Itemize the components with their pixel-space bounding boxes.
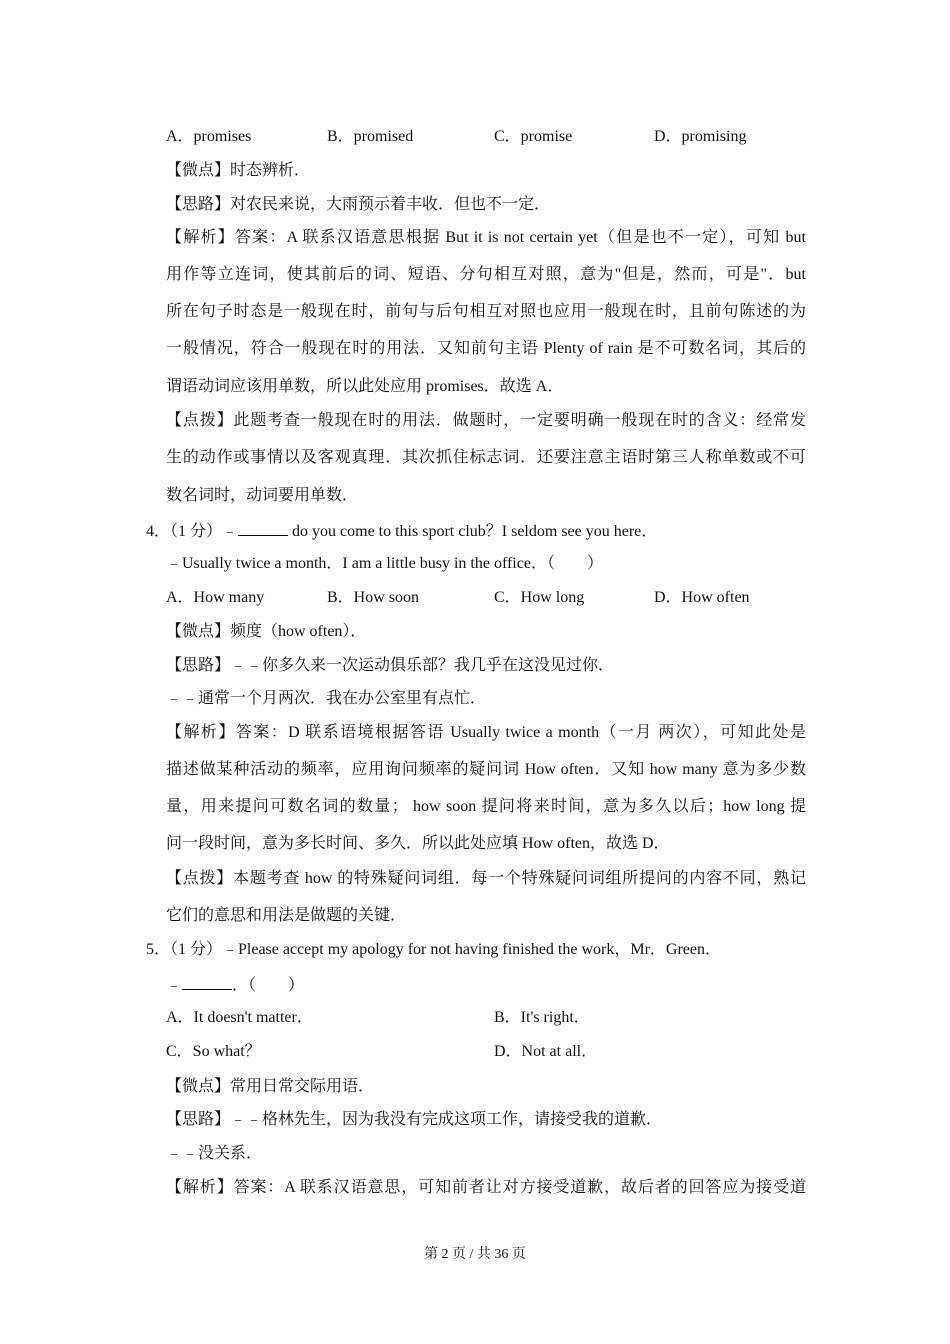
q3-dianbo-line: 【点拨】此题考查一般现在时的用法．做题时，一定要明确一般现在时的含义：经常发 xyxy=(166,412,806,429)
q5-reply xyxy=(166,974,304,996)
q4-dianbo-line: 【点拨】本题考查 how 的特殊疑问词组．每一个特殊疑问词组所提问的内容不同，熟记 xyxy=(166,870,806,887)
q4-jiexi-line: 量，用来提问可数名词的数量； how soon 提问将来时间，意为多久以后；how long 提 xyxy=(166,798,806,815)
q5-reply-suffix: ．（ ） xyxy=(232,977,305,994)
q3-option-d: D．promising xyxy=(654,128,747,145)
q3-option-a: A．promises xyxy=(166,128,252,145)
q4-stem xyxy=(146,520,657,542)
q4-option-a: A．How many xyxy=(166,589,265,606)
q3-dianbo-line: 生的动作或事情以及客观真理．其次抓住标志词．还要注意主语时第三人称单数或不可 xyxy=(166,449,806,466)
q5-option-d: D．Not at all． xyxy=(494,1043,598,1060)
q5-silu-line: 【思路】﹣﹣格林先生，因为我没有完成这项工作，请接受我的道歉． xyxy=(166,1111,663,1128)
q5-jiexi-line: 【解析】答案：A 联系汉语意思，可知前者让对方接受道歉，故后者的回答应为接受道 xyxy=(166,1179,806,1196)
q3-weidian: 【微点】时态辨析． xyxy=(166,162,311,179)
q4-reply: ﹣Usually twice a month．I am a little busy in the office．（ ） xyxy=(166,555,603,572)
q3-silu: 【思路】对农民来说，大雨预示着丰收．但也不一定． xyxy=(166,196,551,213)
q4-option-c: C．How long xyxy=(494,589,585,606)
q4-jiexi-line: 【解析】答案：D 联系语境根据答语 Usually twice a month（一月 两次），可知此处是 xyxy=(166,724,806,741)
q3-jiexi-line: 【解析】答案：A 联系汉语意思根据 But it is not certain yet（但是也不一定），可知 but xyxy=(166,229,806,246)
q4-option-b: B．How soon xyxy=(327,589,420,606)
q3-jiexi-line: 用作等立连词，使其前后的词、短语、分句相互对照，意为"但是，然而，可是"．but xyxy=(166,266,806,283)
q3-dianbo-line: 数名词时，动词要用单数． xyxy=(166,487,359,504)
q4-jiexi-line: 描述做某种活动的频率，应用询问频率的疑问词 How often．又知 how many 意为多少数 xyxy=(166,761,806,778)
q4-answer-blank xyxy=(238,520,288,536)
page-footer: 第 2 页 / 共 36 页 xyxy=(424,1247,526,1262)
q4-weidian: 【微点】频度（how often）． xyxy=(166,623,367,640)
q4-dianbo-line: 它们的意思和用法是做题的关键． xyxy=(166,907,407,924)
q4-silu-line: ﹣﹣通常一个月两次．我在办公室里有点忙． xyxy=(166,690,487,707)
q4-stem-text: do you come to this sport club？I seldom see you here． xyxy=(288,523,658,540)
q4-jiexi-line: 问一段时间，意为多长时间、多久．所以此处应填 How often，故选 D． xyxy=(166,835,670,852)
q3-option-c: C．promise xyxy=(494,128,573,145)
q5-option-a: A．It doesn't matter． xyxy=(166,1009,313,1026)
q3-option-b: B．promised xyxy=(327,128,414,145)
q3-jiexi-line: 一般情况，符合一般现在时的用法．又知前句主语 Plenty of rain 是不可数名词，其后的 xyxy=(166,340,806,357)
q5-weidian: 【微点】常用日常交际用语． xyxy=(166,1078,375,1095)
q4-silu-line: 【思路】﹣﹣你多久来一次运动俱乐部？我几乎在这没见过你． xyxy=(166,657,615,674)
q5-reply-prefix: ﹣ xyxy=(166,977,183,994)
q5-option-b: B．It's right． xyxy=(494,1009,590,1026)
q5-silu-line: ﹣﹣没关系． xyxy=(166,1145,263,1162)
q5-option-c: C．So what？ xyxy=(166,1043,261,1060)
q4-number: 4．（1 分）﹣ xyxy=(146,523,239,540)
q5-answer-blank xyxy=(182,974,232,990)
q4-option-d: D．How often xyxy=(654,589,750,606)
q5-stem: 5．（1 分）﹣Please accept my apology for not having finished the work，Mr．Green． xyxy=(146,941,721,958)
q3-jiexi-line: 所在句子时态是一般现在时，前句与后句相互对照也应用一般现在时，且前句陈述的为 xyxy=(166,303,806,320)
q3-jiexi-line: 谓语动词应该用单数，所以此处应用 promises．故选 A． xyxy=(166,378,564,395)
